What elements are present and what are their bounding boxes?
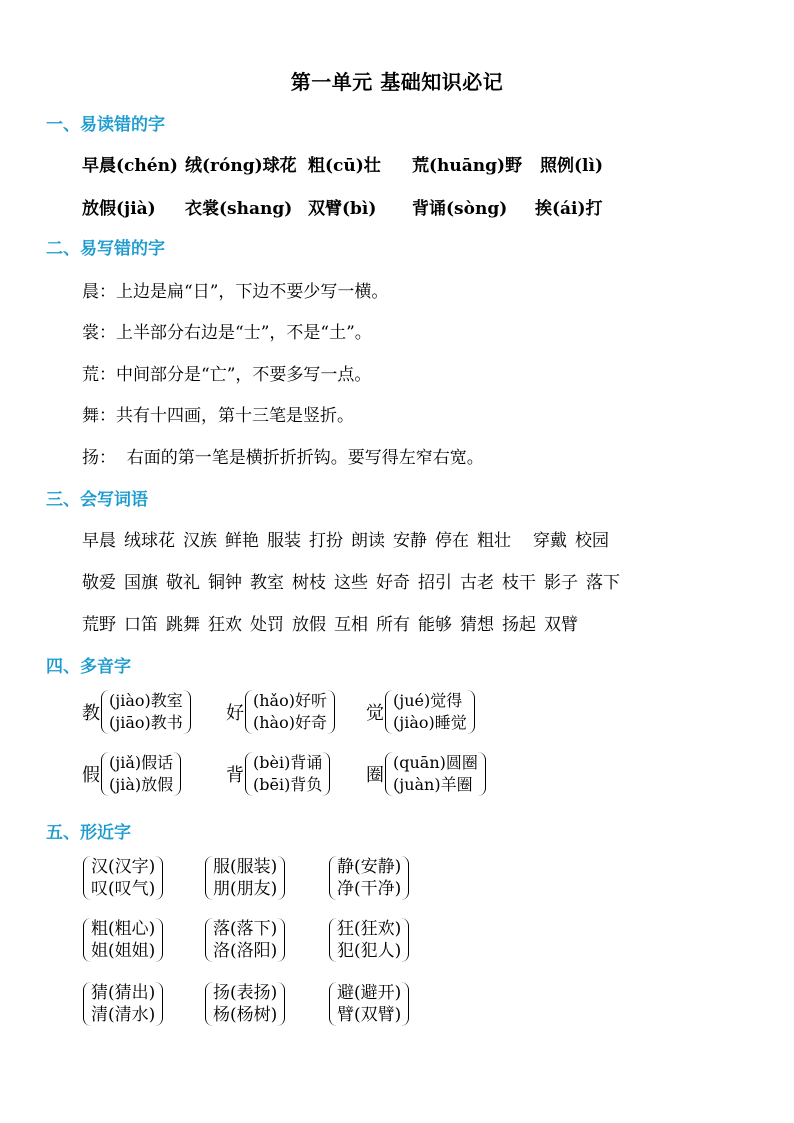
word: 好奇 (376, 573, 410, 593)
miswrite-item: 舞：共有十四画，第十三笔是竖折。 (82, 406, 354, 426)
polyphone-reading: (jià)放假 (109, 775, 174, 794)
polyphone-group (366, 690, 475, 734)
similar-group (328, 856, 409, 900)
similar-item: 清(清水) (91, 1005, 156, 1025)
word: 铜钟 (208, 573, 242, 593)
brace-right (173, 752, 181, 796)
brace-left (385, 752, 393, 796)
polyphone-char: 假 (82, 765, 100, 786)
similar-item: 净(干净) (337, 879, 402, 899)
word: 安静 (393, 531, 427, 551)
words-row-1 (82, 526, 609, 551)
polyphone-char: 觉 (366, 703, 384, 724)
section-heading-misread: 一、易读错的字 (46, 115, 165, 135)
brace-right (467, 690, 475, 734)
brace-right (401, 982, 409, 1026)
misread-item: 荒(huāng)野 (412, 156, 523, 176)
similar-group (204, 982, 285, 1026)
miswrite-item: 裳：上半部分右边是“士”，不是“土”。 (82, 323, 372, 343)
word: 朗读 (351, 531, 385, 551)
brace-right (183, 690, 191, 734)
word: 古老 (460, 573, 494, 593)
word: 互相 (334, 615, 368, 635)
word: 敬礼 (166, 573, 200, 593)
similar-item: 静(安静) (337, 857, 402, 877)
polyphone-reading: (jiāo)教书 (109, 713, 183, 732)
polyphone-group (226, 690, 335, 734)
brace-left (329, 856, 337, 900)
word: 树枝 (292, 573, 326, 593)
brace-left (205, 982, 213, 1026)
word: 国旗 (124, 573, 158, 593)
brace-left (329, 982, 337, 1026)
similar-item: 臂(双臂) (337, 1005, 402, 1025)
brace-left (385, 690, 393, 734)
miswrite-item: 扬： 右面的第一笔是横折折折钩。要写得左窄右宽。 (82, 448, 484, 468)
word: 校园 (575, 531, 609, 551)
polyphone-char: 教 (82, 703, 100, 724)
word: 敬爱 (82, 573, 116, 593)
polyphone-char: 好 (226, 703, 244, 724)
similar-item: 落(落下) (213, 919, 278, 939)
similar-item: 粗(粗心) (91, 919, 156, 939)
word: 能够 (418, 615, 452, 635)
polyphone-reading: (bēi)背负 (253, 775, 323, 794)
brace-right (327, 690, 335, 734)
misread-item: 衣裳(shang) (185, 199, 293, 219)
similar-item: 服(服装) (213, 857, 278, 877)
polyphone-reading: (jiào)睡觉 (393, 713, 467, 732)
miswrite-item: 荒：中间部分是“亡”，不要多写一点。 (82, 365, 372, 385)
misread-item: 照例(lì) (540, 156, 604, 176)
word: 这些 (334, 573, 368, 593)
polyphone-char: 背 (226, 765, 244, 786)
brace-right (401, 918, 409, 962)
word: 放假 (292, 615, 326, 635)
word: 扬起 (502, 615, 536, 635)
word: 汉族 (183, 531, 217, 551)
polyphone-group (82, 690, 191, 734)
similar-item: 避(避开) (337, 983, 402, 1003)
word: 口笛 (124, 615, 158, 635)
section-heading-similar: 五、形近字 (46, 823, 131, 843)
word: 服装 (267, 531, 301, 551)
similar-group (328, 982, 409, 1026)
word: 落下 (586, 573, 620, 593)
word: 处罚 (250, 615, 284, 635)
word: 鲜艳 (225, 531, 259, 551)
similar-item: 洛(洛阳) (213, 941, 278, 961)
misread-row-2 (82, 194, 603, 219)
word: 跳舞 (166, 615, 200, 635)
polyphone-reading: (jiǎ)假话 (109, 753, 174, 772)
words-row-2 (82, 568, 620, 593)
brace-right (277, 918, 285, 962)
brace-left (245, 690, 253, 734)
brace-left (83, 982, 91, 1026)
polyphone-reading: (bèi)背诵 (253, 753, 323, 772)
similar-item: 狂(狂欢) (337, 919, 402, 939)
brace-right (277, 856, 285, 900)
polyphone-char: 圈 (366, 765, 384, 786)
similar-item: 杨(杨树) (213, 1005, 278, 1025)
word: 双臂 (544, 615, 578, 635)
similar-group (82, 856, 163, 900)
page-title: 第一单元 基础知识必记 (290, 70, 504, 94)
similar-item: 汉(汉字) (91, 857, 156, 877)
similar-item: 猜(猜出) (91, 983, 156, 1003)
word: 停在 (435, 531, 469, 551)
word: 枝干 (502, 573, 536, 593)
miswrite-item: 晨：上边是扁“日”，下边不要少写一横。 (82, 282, 389, 302)
polyphone-group (226, 752, 330, 796)
misread-item: 早晨(chén) (82, 156, 178, 176)
word: 所有 (376, 615, 410, 635)
brace-left (245, 752, 253, 796)
word: 粗壮 (477, 531, 511, 551)
word: 教室 (250, 573, 284, 593)
similar-item: 姐(姐姐) (91, 941, 156, 961)
brace-left (101, 690, 109, 734)
polyphone-reading: (jiào)教室 (109, 691, 183, 710)
brace-left (205, 918, 213, 962)
brace-right (322, 752, 330, 796)
brace-right (401, 856, 409, 900)
word: 早晨 (82, 531, 116, 551)
polyphone-group (366, 752, 486, 796)
similar-item: 犯(犯人) (337, 941, 402, 961)
brace-left (101, 752, 109, 796)
similar-group (82, 918, 163, 962)
brace-left (83, 856, 91, 900)
similar-group (204, 918, 285, 962)
brace-left (83, 918, 91, 962)
misread-item: 绒(róng)球花 (185, 156, 297, 176)
misread-row-1 (82, 151, 603, 176)
misread-item: 放假(jià) (82, 199, 156, 219)
word: 荒野 (82, 615, 116, 635)
polyphone-reading: (juàn)羊圈 (393, 775, 473, 794)
misread-item: 双臂(bì) (308, 199, 377, 219)
polyphone-group (82, 752, 181, 796)
polyphone-reading: (jué)觉得 (393, 691, 463, 710)
misread-item: 挨(ái)打 (535, 199, 603, 219)
similar-group (204, 856, 285, 900)
polyphone-reading: (hǎo)好听 (253, 691, 327, 710)
polyphone-reading: (hào)好奇 (253, 713, 327, 732)
similar-group (82, 982, 163, 1026)
brace-left (329, 918, 337, 962)
similar-item: 朋(朋友) (213, 879, 278, 899)
similar-item: 扬(表扬) (213, 983, 278, 1003)
brace-right (155, 918, 163, 962)
brace-right (478, 752, 486, 796)
polyphone-reading: (quān)圆圈 (393, 753, 478, 772)
section-heading-polyphones: 四、多音字 (46, 657, 131, 677)
word: 招引 (418, 573, 452, 593)
brace-left (205, 856, 213, 900)
similar-group (328, 918, 409, 962)
words-row-3 (82, 610, 578, 635)
word: 猜想 (460, 615, 494, 635)
brace-right (155, 856, 163, 900)
word: 打扮 (309, 531, 343, 551)
misread-item: 粗(cū)壮 (308, 156, 381, 176)
misread-item: 背诵(sòng) (412, 199, 508, 219)
brace-right (155, 982, 163, 1026)
word: 穿戴 (533, 531, 567, 551)
word: 影子 (544, 573, 578, 593)
section-heading-miswrite: 二、易写错的字 (46, 239, 165, 259)
similar-item: 叹(叹气) (91, 879, 156, 899)
section-heading-words: 三、会写词语 (46, 490, 148, 510)
brace-right (277, 982, 285, 1026)
word: 绒球花 (124, 531, 175, 551)
word: 狂欢 (208, 615, 242, 635)
